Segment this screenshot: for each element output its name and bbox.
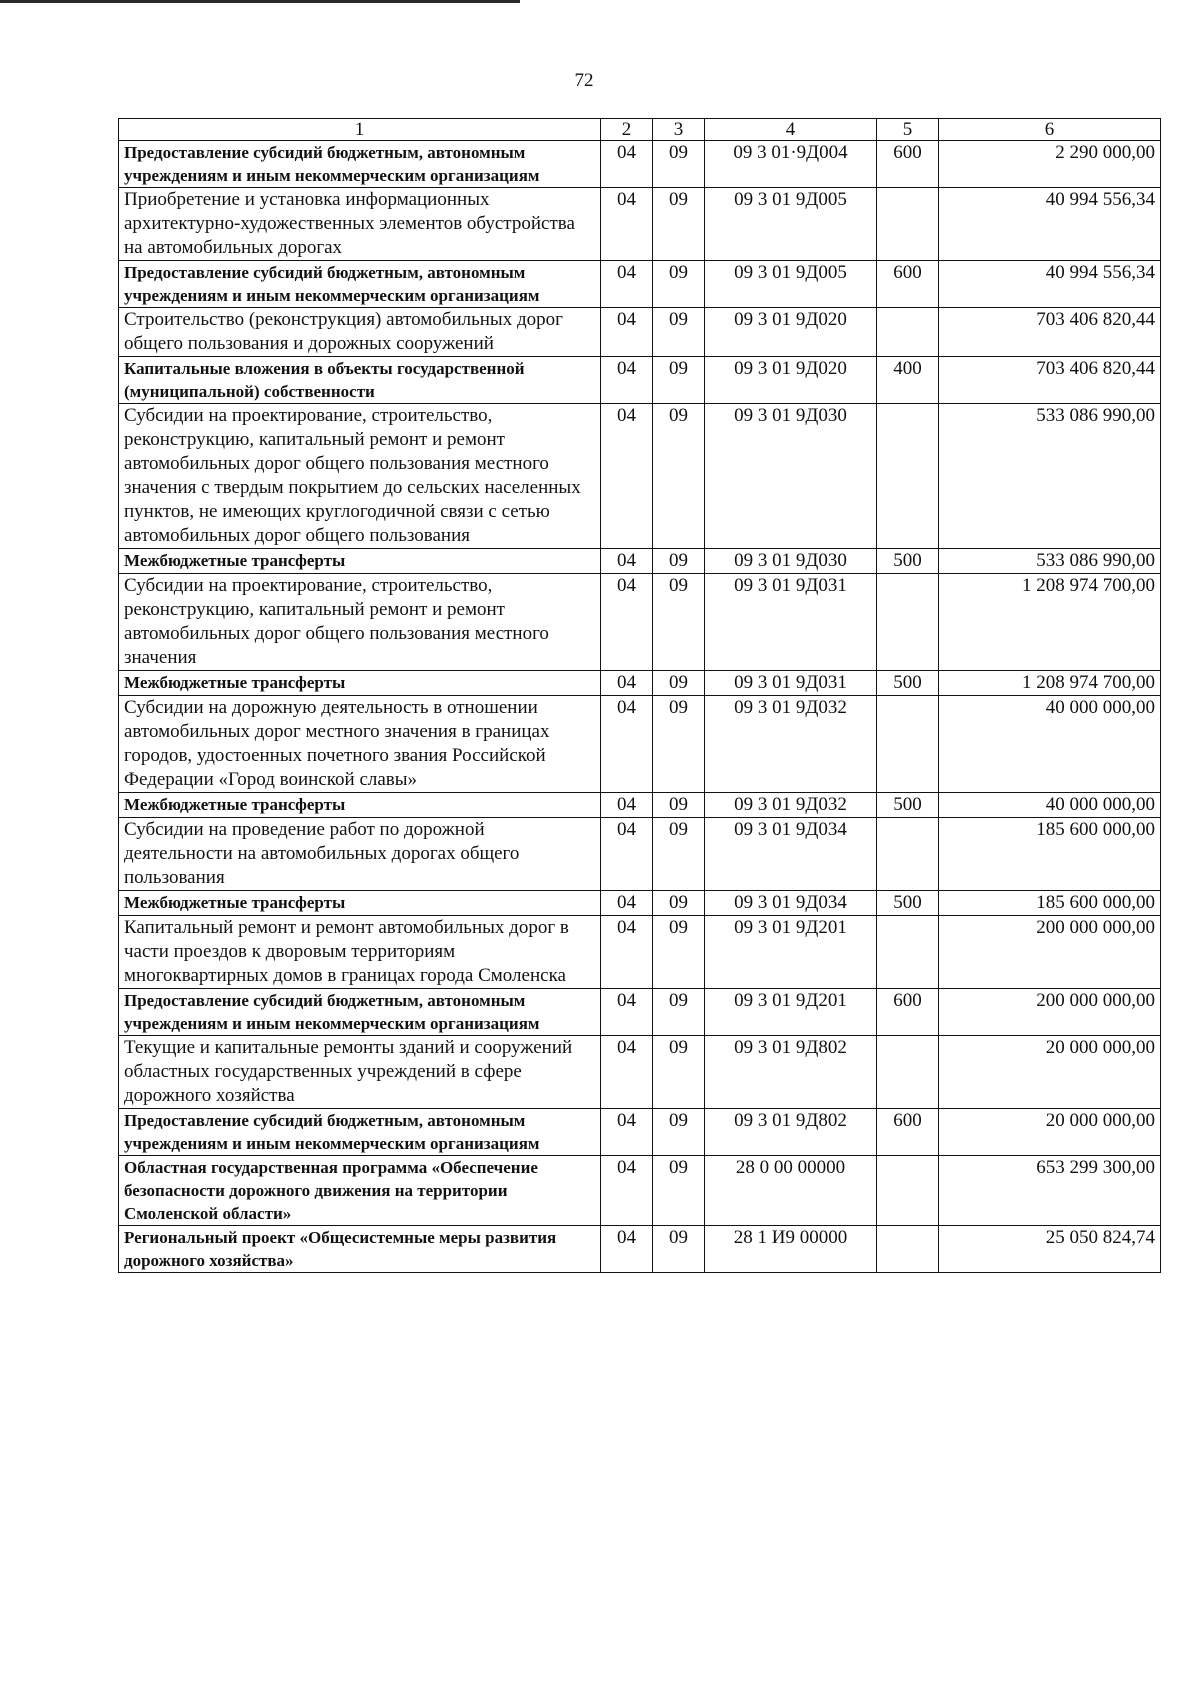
row-amount-cell: 703 406 820,44: [939, 308, 1161, 357]
row-expense-type-cell: 500: [877, 549, 939, 574]
column-header-target-article: 4: [705, 119, 877, 141]
table-row: [119, 188, 1161, 261]
row-section-cell: 04: [601, 989, 653, 1036]
row-subsection-cell: 09: [653, 1109, 705, 1156]
page-number: 72: [574, 70, 594, 91]
header-row: [119, 119, 1161, 141]
row-expense-type-cell: [877, 818, 939, 891]
row-amount-cell: 533 086 990,00: [939, 404, 1161, 549]
row-name-cell: Областная государственная программа «Обеспечение безопасности дорожного движения на территории Смоленской области»: [119, 1156, 601, 1226]
row-section-cell: 04: [601, 818, 653, 891]
row-section-cell: 04: [601, 357, 653, 404]
row-expense-type-cell: [877, 404, 939, 549]
row-expense-type-cell: [877, 574, 939, 671]
row-subsection-cell: 09: [653, 916, 705, 989]
row-name-cell: Предоставление субсидий бюджетным, автономным учреждениям и иным некоммерческим организациям: [119, 141, 601, 188]
row-section-cell: 04: [601, 404, 653, 549]
row-expense-type-cell: [877, 308, 939, 357]
row-target-article-cell: 09 3 01 9Д032: [705, 696, 877, 793]
table-row: [119, 989, 1161, 1036]
row-amount-cell: 40 994 556,34: [939, 261, 1161, 308]
row-expense-type-cell: [877, 1156, 939, 1226]
row-target-article-cell: 09 3 01 9Д020: [705, 357, 877, 404]
row-expense-type-cell: [877, 916, 939, 989]
row-name-cell: Предоставление субсидий бюджетным, автономным учреждениям и иным некоммерческим организациям: [119, 1109, 601, 1156]
row-section-cell: 04: [601, 671, 653, 696]
row-target-article-cell: 09 3 01 9Д802: [705, 1036, 877, 1109]
row-target-article-cell: 09 3 01 9Д201: [705, 916, 877, 989]
row-amount-cell: 1 208 974 700,00: [939, 671, 1161, 696]
row-name-cell: Субсидии на проведение работ по дорожной деятельности на автомобильных дорогах общего пользования: [119, 818, 601, 891]
table-row: [119, 404, 1161, 549]
row-section-cell: 04: [601, 793, 653, 818]
table-row: [119, 308, 1161, 357]
row-section-cell: 04: [601, 1156, 653, 1226]
table-row: [119, 818, 1161, 891]
row-subsection-cell: 09: [653, 404, 705, 549]
column-header-expense-type: 5: [877, 119, 939, 141]
row-expense-type-cell: 600: [877, 1109, 939, 1156]
row-subsection-cell: 09: [653, 574, 705, 671]
row-name-cell: Межбюджетные трансферты: [119, 549, 601, 574]
row-amount-cell: 40 994 556,34: [939, 188, 1161, 261]
row-subsection-cell: 09: [653, 1036, 705, 1109]
row-name-cell: Межбюджетные трансферты: [119, 671, 601, 696]
row-target-article-cell: 09 3 01 9Д005: [705, 261, 877, 308]
row-name-cell: Предоставление субсидий бюджетным, автономным учреждениям и иным некоммерческим организациям: [119, 989, 601, 1036]
row-expense-type-cell: 400: [877, 357, 939, 404]
row-target-article-cell: 09 3 01 9Д005: [705, 188, 877, 261]
row-name-cell: Межбюджетные трансферты: [119, 793, 601, 818]
row-amount-cell: 2 290 000,00: [939, 141, 1161, 188]
row-amount-cell: 20 000 000,00: [939, 1036, 1161, 1109]
table-row: [119, 1226, 1161, 1273]
row-section-cell: 04: [601, 891, 653, 916]
row-expense-type-cell: 600: [877, 141, 939, 188]
row-amount-cell: 533 086 990,00: [939, 549, 1161, 574]
row-expense-type-cell: [877, 188, 939, 261]
row-target-article-cell: 09 3 01 9Д031: [705, 671, 877, 696]
row-subsection-cell: 09: [653, 357, 705, 404]
table-row: [119, 549, 1161, 574]
row-name-cell: Предоставление субсидий бюджетным, автономным учреждениям и иным некоммерческим организациям: [119, 261, 601, 308]
row-subsection-cell: 09: [653, 1226, 705, 1273]
row-target-article-cell: 09 3 01 9Д034: [705, 891, 877, 916]
row-amount-cell: 200 000 000,00: [939, 916, 1161, 989]
row-section-cell: 04: [601, 261, 653, 308]
row-subsection-cell: 09: [653, 696, 705, 793]
budget-table: [118, 118, 1161, 1273]
row-subsection-cell: 09: [653, 671, 705, 696]
row-expense-type-cell: 600: [877, 989, 939, 1036]
table-row: [119, 696, 1161, 793]
row-subsection-cell: 09: [653, 818, 705, 891]
row-name-cell: Строительство (реконструкция) автомобильных дорог общего пользования и дорожных сооружений: [119, 308, 601, 357]
row-subsection-cell: 09: [653, 261, 705, 308]
row-amount-cell: 185 600 000,00: [939, 891, 1161, 916]
table-row: [119, 916, 1161, 989]
row-subsection-cell: 09: [653, 793, 705, 818]
row-name-cell: Межбюджетные трансферты: [119, 891, 601, 916]
row-expense-type-cell: [877, 1036, 939, 1109]
row-expense-type-cell: [877, 696, 939, 793]
row-name-cell: Субсидии на проектирование, строительство, реконструкцию, капитальный ремонт и ремонт автомобильных дорог общего пользования местного значения с твердым покрытием до сельских населенных пунктов, не имеющих круглогодичной связи с сетью автомобильных дорог общего пользования: [119, 404, 601, 549]
row-amount-cell: 40 000 000,00: [939, 793, 1161, 818]
row-subsection-cell: 09: [653, 141, 705, 188]
row-expense-type-cell: 500: [877, 793, 939, 818]
row-amount-cell: 25 050 824,74: [939, 1226, 1161, 1273]
row-target-article-cell: 09 3 01·9Д004: [705, 141, 877, 188]
row-subsection-cell: 09: [653, 549, 705, 574]
row-name-cell: Субсидии на дорожную деятельность в отношении автомобильных дорог местного значения в границах городов, удостоенных почетного звания Российской Федерации «Город воинской славы»: [119, 696, 601, 793]
column-header-name: 1: [119, 119, 601, 141]
row-target-article-cell: 09 3 01 9Д034: [705, 818, 877, 891]
row-name-cell: Региональный проект «Общесистемные меры развития дорожного хозяйства»: [119, 1226, 601, 1273]
row-target-article-cell: 09 3 01 9Д030: [705, 404, 877, 549]
row-subsection-cell: 09: [653, 1156, 705, 1226]
row-target-article-cell: 28 0 00 00000: [705, 1156, 877, 1226]
row-name-cell: Текущие и капитальные ремонты зданий и сооружений областных государственных учреждений в сфере дорожного хозяйства: [119, 1036, 601, 1109]
table-row: [119, 793, 1161, 818]
row-amount-cell: 40 000 000,00: [939, 696, 1161, 793]
row-name-cell: Субсидии на проектирование, строительство, реконструкцию, капитальный ремонт и ремонт автомобильных дорог общего пользования местного значения: [119, 574, 601, 671]
table-row: [119, 1036, 1161, 1109]
row-target-article-cell: 28 1 И9 00000: [705, 1226, 877, 1273]
row-amount-cell: 20 000 000,00: [939, 1109, 1161, 1156]
column-header-section: 2: [601, 119, 653, 141]
row-section-cell: 04: [601, 1109, 653, 1156]
row-target-article-cell: 09 3 01 9Д020: [705, 308, 877, 357]
row-amount-cell: 703 406 820,44: [939, 357, 1161, 404]
row-section-cell: 04: [601, 1226, 653, 1273]
row-amount-cell: 1 208 974 700,00: [939, 574, 1161, 671]
row-amount-cell: 185 600 000,00: [939, 818, 1161, 891]
row-amount-cell: 200 000 000,00: [939, 989, 1161, 1036]
table-row: [119, 574, 1161, 671]
table-row: [119, 671, 1161, 696]
row-name-cell: Приобретение и установка информационных архитектурно-художественных элементов обустройства на автомобильных дорогах: [119, 188, 601, 261]
row-expense-type-cell: 500: [877, 671, 939, 696]
row-subsection-cell: 09: [653, 989, 705, 1036]
table-row: [119, 141, 1161, 188]
table-row: [119, 1156, 1161, 1226]
row-expense-type-cell: [877, 1226, 939, 1273]
row-subsection-cell: 09: [653, 308, 705, 357]
row-target-article-cell: 09 3 01 9Д031: [705, 574, 877, 671]
row-target-article-cell: 09 3 01 9Д030: [705, 549, 877, 574]
table-row: [119, 1109, 1161, 1156]
row-amount-cell: 653 299 300,00: [939, 1156, 1161, 1226]
row-section-cell: 04: [601, 696, 653, 793]
table-row: [119, 357, 1161, 404]
scan-edge-line: [0, 0, 520, 3]
row-target-article-cell: 09 3 01 9Д802: [705, 1109, 877, 1156]
table-body: [119, 141, 1161, 1273]
row-section-cell: 04: [601, 188, 653, 261]
column-header-subsection: 3: [653, 119, 705, 141]
row-section-cell: 04: [601, 549, 653, 574]
column-header-amount: 6: [939, 119, 1161, 141]
row-target-article-cell: 09 3 01 9Д032: [705, 793, 877, 818]
row-subsection-cell: 09: [653, 891, 705, 916]
row-target-article-cell: 09 3 01 9Д201: [705, 989, 877, 1036]
row-section-cell: 04: [601, 916, 653, 989]
table-row: [119, 261, 1161, 308]
table-row: [119, 891, 1161, 916]
row-expense-type-cell: 500: [877, 891, 939, 916]
row-name-cell: Капитальный ремонт и ремонт автомобильных дорог в части проездов к дворовым территориям многоквартирных домов в границах города Смоленска: [119, 916, 601, 989]
row-section-cell: 04: [601, 308, 653, 357]
row-name-cell: Капитальные вложения в объекты государственной (муниципальной) собственности: [119, 357, 601, 404]
row-expense-type-cell: 600: [877, 261, 939, 308]
row-section-cell: 04: [601, 1036, 653, 1109]
row-section-cell: 04: [601, 574, 653, 671]
row-subsection-cell: 09: [653, 188, 705, 261]
row-section-cell: 04: [601, 141, 653, 188]
